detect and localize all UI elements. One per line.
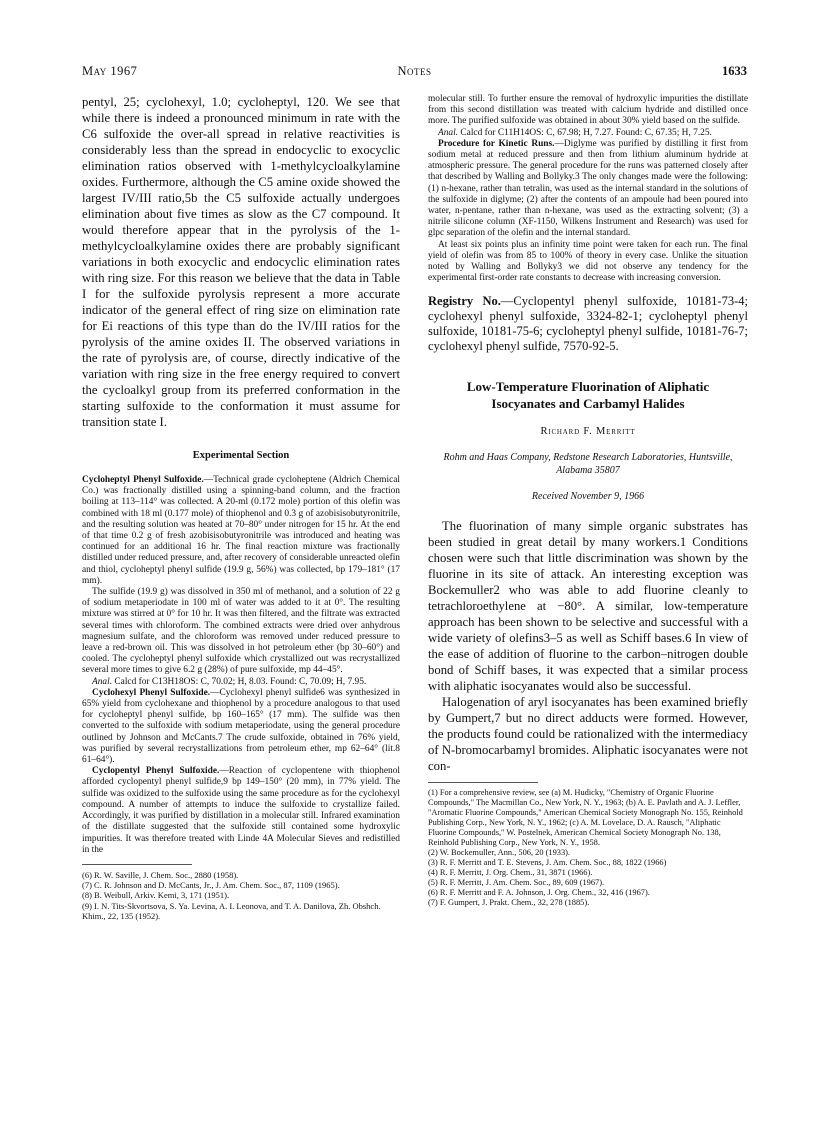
registry-text: —Cyclopentyl phenyl sulfoxide, 10181-73-4; cyclohexyl phenyl sulfoxide, 3324-82-1; cycloheptyl phenyl sulfoxide, 10181-75-6; cycloheptyl phenyl sulfide, 10181-76-7; cyclohexyl phenyl sulfide, 7570-92-5. bbox=[428, 294, 748, 354]
compound-heading: Cyclopentyl Phenyl Sulfoxide. bbox=[92, 766, 220, 777]
article-title: Low-Temperature Fluorination of Aliphatic Isocyanates and Carbamyl Halides bbox=[466, 379, 710, 412]
footnote-divider bbox=[428, 782, 538, 783]
reference: (5) R. F. Merritt, J. Am. Chem. Soc., 89, 609 (1967). bbox=[428, 878, 605, 888]
footnote: (9) I. N. Tits-Skvortsova, S. Ya. Levina, A. I. Leonova, and T. A. Danilova, Zh. Obshch. Khim., 22, 135 (1952). bbox=[82, 900, 381, 921]
paragraph-text: —Diglyme was purified by distilling it first from sodium metal at reduced pressure and then from lithium aluminum hydride at atmospheric pressure. The general procedure for the runs was patterned closely after that described by Walling and Bollyky.3 The only changes made were the following: (1) n-hexane, rather than tetralin, was used as the internal standard in the solutions of the sulfoxide in diglyme; (2) after the contents of an ampoule had been poured into water, n-pentane, rather than n-hexane, was used as the extracting solvent; (3) a nitrile silicone column (XF-1150, Wilkens Instrument and Research) was used for glpc separation of the olefin and the internal standard. bbox=[428, 138, 748, 239]
paragraph-text: —Reaction of cyclopentene with thiophenol afforded cyclopentyl phenyl sulfide,9 bp 149–150° (20 mm), in 77% yield. The sulfide was oxidized to the sulfoxide using the same procedure as for the cyclohexyl compound. A number of attempts to induce the sulfoxide to crystallize failed. Accordingly, it was purified by distillation in a molecular still. Infrared examination of the distillate suggested that the sulfoxide still contained some hydroxylic impurities. It was therefore treated with Linde 4A Molecular Sieves and redistilled in the bbox=[82, 766, 400, 855]
discussion-paragraph: pentyl, 25; cyclohexyl, 1.0; cycloheptyl, 120. We see that while there is indeed a pronounced minimum in rate with the C6 sulfoxide the over-all spread in relative reactivities is considerably less than the spread in endocyclic to exocyclic elimination ratios observed with 1-methylcycloalkylamine oxides. Furthermore, although the C5 amine oxide showed the largest IV/III ratio,5b the C5 sulfoxide actually undergoes elimination about five times as slow as the C7 compound. It would therefore appear that in the pyrolysis of the 1-methylcycloalkylamine oxides there are probably significant variations in both exocyclic and endocyclic elimination rates with ring size. For this reason we believe that the data in Table I for the sulfoxide pyrolysis represent a more accurate indicator of the general effect of ring size on elimination rate for Ei reactions of this type than do the IV/III ratios for the pyrolysis of the amine oxides II. The observed variations in the rate of pyrolysis are, of course, directly indicative of the variation with ring size in the free energy required to convert the cycloalkyl group from its preferred conformation in the starting sulfoxide to the conformation it must assume for transition state I. bbox=[82, 95, 400, 429]
anal-label: Anal. bbox=[438, 127, 459, 138]
compound-heading: Cycloheptyl Phenyl Sulfoxide. bbox=[82, 475, 204, 485]
body-paragraph: Halogenation of aryl isocyanates has been examined briefly by Gumpert,7 but no direct adducts were formed. However, the products found could be rationalized with the intermediacy of N-bromocarbamyl bromides. Aliphatic isocyanates were not con- bbox=[428, 695, 748, 774]
author-name: Richard F. Merritt bbox=[540, 426, 636, 438]
analysis-paragraph bbox=[428, 128, 748, 139]
analysis-paragraph bbox=[82, 677, 400, 688]
paragraph-text: —Technical grade cycloheptene (Aldrich Chemical Co.) was fractionally distilled using a spinning-band column, and the fraction boiling at 113–114° was collected. A 20-ml (0.172 mole) portion of this olefin was combined with 18 ml (0.177 mole) of thiophenol and 0.3 g of azobisisobutyronitrile, and the resulting solution was heated at 70–80° under nitrogen for 15 hr. At the end of that time 0.2 g of fresh azobisisobutyronitrile was introduced and heating was continued for an additional 16 hr. The final reaction mixture was fractionally distilled under reduced pressure, and, after recovery of considerable unreacted olefin and thiol, cycloheptyl phenyl sulfide (19.9 g, 56%) was collected, bp 179–181° (17 mm). bbox=[82, 475, 400, 586]
paragraph-text: Calcd for C11H14OS: C, 67.98; H, 7.27. Found: C, 67.35; H, 7.25. bbox=[458, 127, 712, 138]
header-section: Notes bbox=[397, 64, 432, 78]
footnote: (7) C. R. Johnson and D. McCants, Jr., J. Am. Chem. Soc., 87, 1109 (1965). bbox=[82, 880, 340, 891]
paragraph-text: —Cyclohexyl phenyl sulfide6 was synthesized in 65% yield from cyclohexane and thiophenol by a procedure analogous to that used for cycloheptyl phenyl sulfide, bp 160–165° (17 mm). The sulfide was then converted to the sulfoxide with sodium metaperiodate, using the general procedure outlined by Johnson and McCants.7 The crude sulfoxide, obtained in 76% yield, was purified by several recrystallizations from petroleum ether, mp 62–64° (lit.8 61–64°). bbox=[82, 687, 400, 766]
procedure-heading: Procedure for Kinetic Runs. bbox=[438, 138, 555, 149]
reference: (3) R. F. Merritt and T. E. Stevens, J. Am. Chem. Soc., 88, 1822 (1966) bbox=[428, 858, 667, 868]
author-affiliation: Rohm and Haas Company, Redstone Research Laboratories, Huntsville, Alabama 35807 bbox=[443, 452, 733, 477]
body-paragraph: The fluorination of many simple organic substrates has been studied in great detail by many workers.1 Conditions chosen were such that little discrimination was shown by the fluorine in its site of attack. An interesting exception was Bockemuller2 who was able to add fluorine cleanly to tetrachloroethylene at −80°. A similar, low-temperature approach has been shown to be selective and successful with a wide variety of olefins3–5 as well as Schiff bases.6 In view of the ease of addition of fluorine to the carbon–nitrogen double bond of Schiff bases, it was expected that a similar process with aliphatic isocyanates would also be successful. bbox=[428, 519, 748, 694]
footnotes bbox=[82, 870, 400, 921]
page-number: 1633 bbox=[722, 64, 747, 78]
footnote: (6) R. W. Saville, J. Chem. Soc., 2880 (1958). bbox=[82, 869, 239, 880]
reference: (1) For a comprehensive review, see (a) M. Hudicky, "Chemistry of Organic Fluorine Compounds," The Macmillan Co., New York, N. Y., 1963; (b) A. E. Pavlath and A. J. Leffler, "Aromatic Fluorine Compounds," American Chemical Society Monograph No. 155, Reinhold Publishing Corp., New York, N. Y., 1962; (c) A. M. Lovelace, D. A. Rausch, "Aliphatic Fluorine Compounds," W. Postelnek, American Chemical Society Monograph No. 138, Reinhold Publishing Corp., New York, N. Y., 1958. bbox=[428, 788, 743, 848]
experimental-paragraph bbox=[428, 139, 748, 240]
registry-numbers bbox=[428, 294, 748, 354]
registry-label: Registry No. bbox=[428, 294, 501, 309]
received-date: Received November 9, 1966 bbox=[531, 491, 645, 503]
right-column bbox=[428, 94, 748, 908]
experimental-paragraph: The sulfide (19.9 g) was dissolved in 350 ml of methanol, and a solution of 22 g of sodium metaperiodate in 100 ml of water was added to it at 0°. The resulting mixture was stirred at 0° for 10 hr. It was then filtered, and the filtrate was extracted several times with chloroform. The combined extracts were dried over anhydrous magnesium sulfate, and the chloroform was removed under reduced pressure to leave a red-brown oil. This was dissolved in hot petroleum ether (bp 30–60°) and cooled. The cycloheptyl phenyl sulfoxide which crystallized out was recrystallized several more times to give 6.2 g (28%) of pure sulfoxide, mp 44–45°. bbox=[82, 587, 400, 676]
reference: (6) R. F. Merritt and F. A. Johnson, J. Org. Chem., 32, 416 (1967). bbox=[428, 888, 650, 898]
reference: (4) R. F. Merritt, J. Org. Chem., 31, 3871 (1966). bbox=[428, 868, 593, 878]
left-column bbox=[82, 94, 400, 921]
reference: (7) F. Gumpert, J. Prakt. Chem., 32, 278 (1885). bbox=[428, 898, 590, 908]
footnote: (8) B. Weibull, Arkiv. Kemi, 3, 171 (1951). bbox=[82, 890, 230, 901]
reference: (2) W. Bockemuller, Ann., 506, 20 (1933). bbox=[428, 848, 571, 858]
experimental-paragraph bbox=[82, 475, 400, 587]
references bbox=[428, 788, 748, 908]
experimental-paragraph: At least six points plus an infinity time point were taken for each run. The final yield of olefin was from 85 to 100% of theory in every case. Unlike the situation noted by Walling and Bollyky3 we did not observe any tendency for the experimental first-order rate constants to decrease with increasing conversion. bbox=[428, 239, 748, 284]
page-header bbox=[82, 64, 747, 84]
section-heading: Experimental Section bbox=[192, 450, 290, 461]
experimental-paragraph bbox=[82, 766, 400, 856]
compound-heading: Cyclohexyl Phenyl Sulfoxide. bbox=[92, 687, 211, 698]
anal-label: Anal. bbox=[92, 676, 113, 687]
experimental-paragraph bbox=[82, 688, 400, 766]
header-date: May 1967 bbox=[82, 64, 138, 78]
footnote-divider bbox=[82, 864, 192, 865]
paragraph-text: Calcd for C13H18OS: C, 70.02; H, 8.03. Found: C, 70.09; H, 7.95. bbox=[112, 676, 367, 687]
experimental-paragraph: molecular still. To further ensure the removal of hydroxylic impurities the distillate from this second distillation was treated with calcium hydride and distilled once more. The purified sulfoxide was obtained in about 30% yield based on the sulfide. bbox=[428, 94, 748, 127]
